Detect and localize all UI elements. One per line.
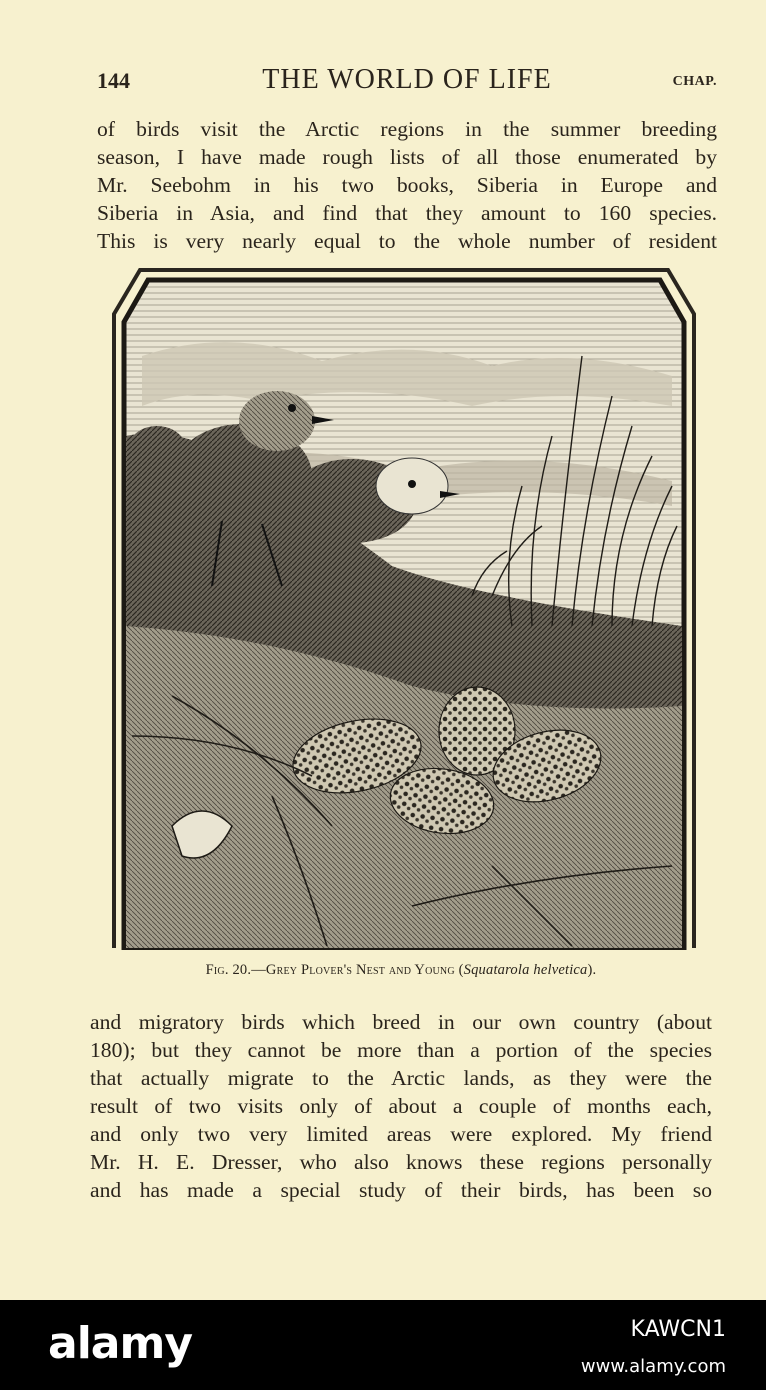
caption-dash: — [251, 962, 266, 978]
plover-nest-engraving [112, 266, 696, 950]
paragraph-top [97, 115, 717, 255]
text-line: season, I have made rough lists of all those enumerated by [97, 145, 717, 169]
chapter-label: CHAP. [672, 74, 717, 89]
caption-species: Squatarola helvetica [463, 962, 588, 978]
caption-open: ( [454, 962, 464, 978]
figure-caption [90, 962, 712, 979]
stock-footer-bar [0, 1300, 766, 1390]
text-line: and only two very limited areas were explored. My friend [90, 1122, 712, 1146]
text-line: Mr. Seebohm in his two books, Siberia in Europe and [97, 173, 717, 197]
page-number: 144 [97, 68, 130, 93]
image-code: KAWCN1 [630, 1317, 726, 1342]
site-url: www.alamy.com [580, 1356, 726, 1377]
running-header [97, 64, 717, 100]
text-line: that actually migrate to the Arctic lands, as they were the [90, 1066, 712, 1090]
alamy-logo: alamy [48, 1318, 192, 1369]
text-line: 180); but they cannot be more than a portion of the species [90, 1038, 712, 1062]
text-line: result of two visits only of about a couple of months each, [90, 1094, 712, 1118]
paragraph-bottom [90, 1008, 712, 1204]
caption-close: ). [587, 962, 597, 978]
text-line: Siberia in Asia, and find that they amount to 160 species. [97, 201, 717, 225]
caption-title: Grey Plover's Nest and Young [265, 962, 455, 978]
text-line: and migratory birds which breed in our own country (about [90, 1010, 712, 1034]
caption-fig-number: Fig. 20. [205, 962, 252, 978]
text-line: and has made a special study of their birds, has been so [90, 1178, 712, 1202]
running-title: THE WORLD OF LIFE [262, 64, 552, 95]
text-line: of birds visit the Arctic regions in the summer breeding [97, 117, 717, 141]
text-line: Mr. H. E. Dresser, who also knows these regions personally [90, 1150, 712, 1174]
engraving-illustration [112, 266, 696, 950]
text-line: This is very nearly equal to the whole number of resident [97, 229, 717, 253]
